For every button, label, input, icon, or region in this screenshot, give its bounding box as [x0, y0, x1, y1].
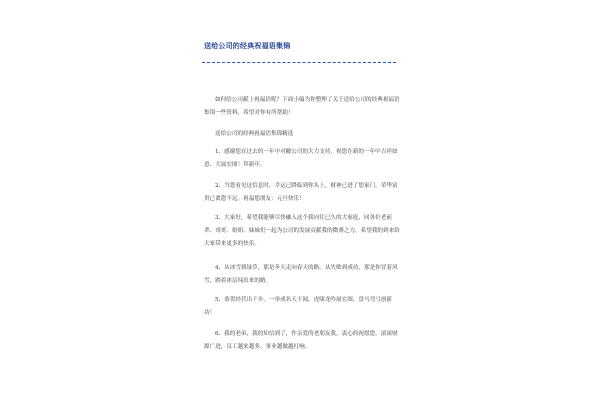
document-title: 送给公司的经典祝福语集锦: [204, 42, 291, 50]
title-divider: [202, 62, 396, 63]
intro-paragraph: 如何给公司献上祝福语呢？下面小编为你整理了关于送给公司的经典祝福语集锦一些资料，希望对你有所帮助！: [204, 97, 400, 116]
blessing-paragraph-5: 5、恭贺经营出千乡，一举成名天下闻，虎啸龙吟展宏图，盘马弯弓创新功！: [204, 297, 392, 316]
blessing-paragraph-2: 2、当您看见这信息时，幸运已降临到你头上，财神已进了您家门，荣华富贵已离您不远。祝福您朋友：元旦快乐！: [204, 183, 398, 202]
blessing-paragraph-3: 3、大家好，希望我能够尽快融入这个我向往已久的大家庭，同各位老前辈、哥哥、姐姐、妹妹们一起为公司的发展贡献我的微薄之力，希望我的到来给大家带来更多的快乐。: [204, 215, 400, 247]
blessing-paragraph-1: 1、感谢您在过去的一年中对敝公司的大力支持，祝您在新的一年中吉祥如意、大展宏图！拜新年。: [204, 149, 398, 168]
section-subheading: 送给公司的经典祝福语集锦精选: [215, 131, 294, 137]
blessing-paragraph-4: 4、从冰雪到绿草，那是冬天走向春天的路。从失败到成功，那是你冒着风雪，踏着冰层闯出来的路。: [204, 265, 398, 284]
blessing-paragraph-6: 6、我的老弟，我的知信到了，作亲爱的老朋友我，衷心的祝愿您，滚滚财源广进，员工越来越多，事业越做越打响。: [204, 331, 398, 350]
